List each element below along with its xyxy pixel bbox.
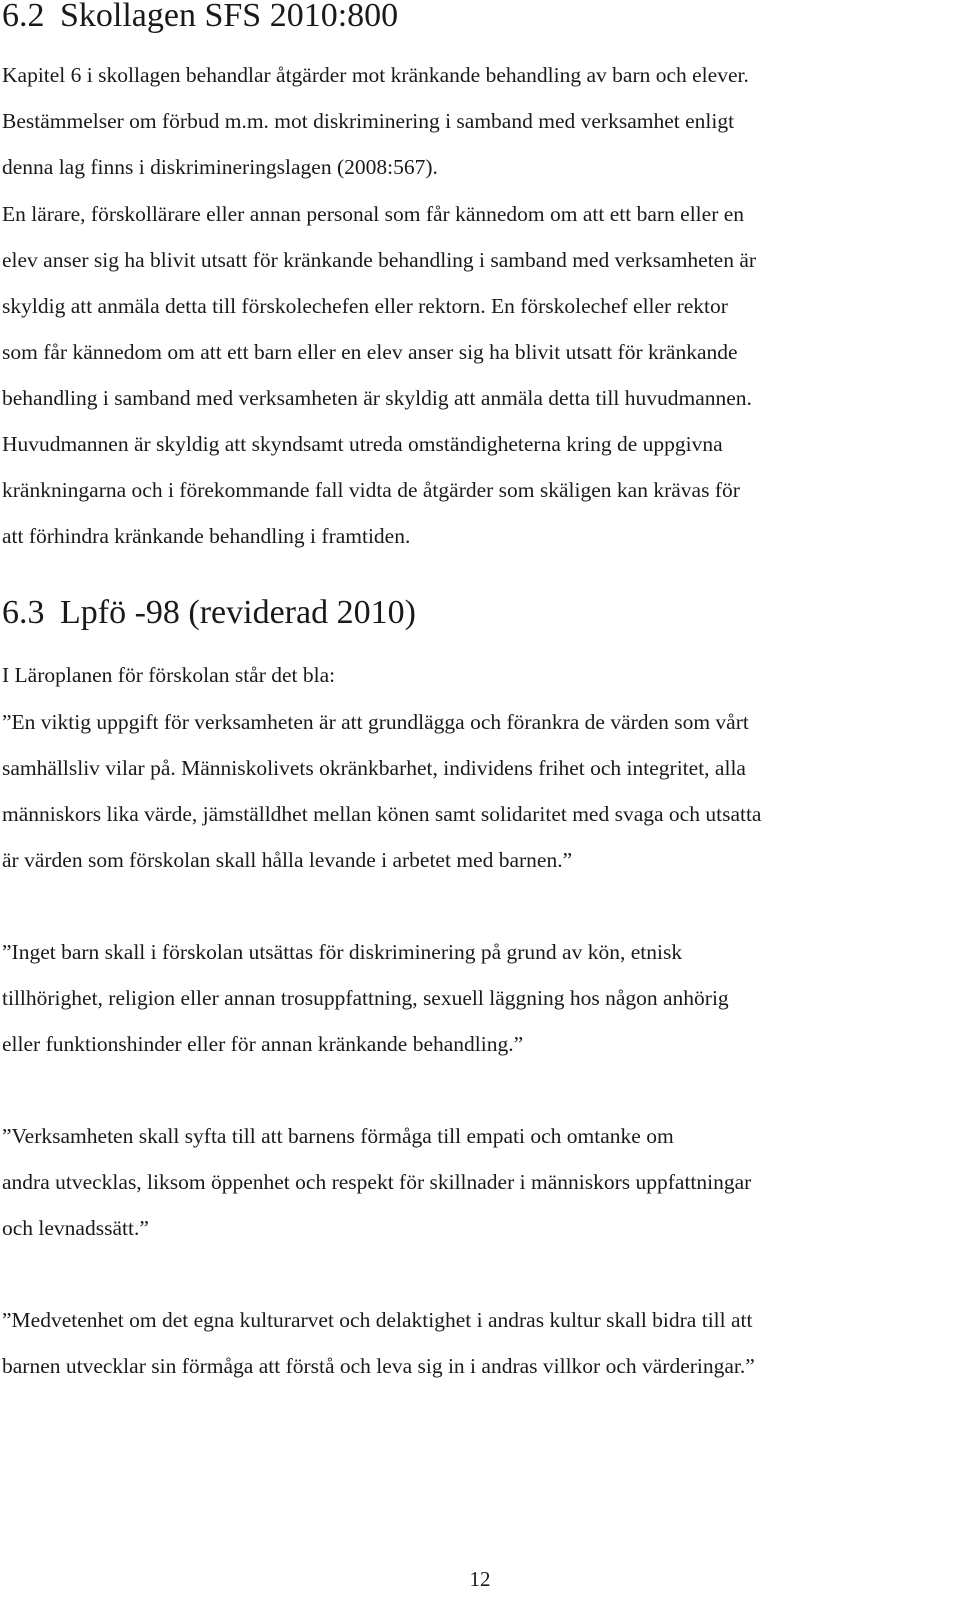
section-title: Skollagen SFS 2010:800	[60, 0, 399, 34]
paragraph-line: som får kännedom om att ett barn eller en elev anser sig ha blivit utsatt för kränkande	[2, 340, 738, 364]
quote-line: ”En viktig uppgift för verksamheten är att grundlägga och förankra de värden som vårt	[2, 710, 749, 734]
intro-line: I Läroplanen för förskolan står det bla:	[2, 663, 336, 687]
quote-line: barnen utvecklar sin förmåga att förstå och leva sig in i andras villkor och värderingar.”	[2, 1354, 755, 1378]
quote-line: ”Medvetenhet om det egna kulturarvet och delaktighet i andras kultur skall bidra till att	[2, 1308, 753, 1332]
paragraph-line: kränkningarna och i förekommande fall vidta de åtgärder som skäligen kan krävas för	[2, 478, 740, 502]
paragraph-line: Huvudmannen är skyldig att skyndsamt utreda omständigheterna kring de uppgivna	[2, 432, 723, 456]
quote-line: ”Inget barn skall i förskolan utsättas för diskriminering på grund av kön, etnisk	[2, 940, 683, 964]
section-heading-6-2	[2, 0, 398, 36]
page-number: 12	[469, 1567, 491, 1591]
quote-line: eller funktionshinder eller för annan kränkande behandling.”	[2, 1032, 524, 1056]
quote-line: tillhörighet, religion eller annan trosuppfattning, sexuell läggning hos någon anhörig	[2, 986, 729, 1010]
section-number: 6.3	[2, 594, 45, 631]
paragraph-line: denna lag finns i diskrimineringslagen (2008:567).	[2, 155, 438, 179]
quote-line: och levnadssätt.”	[2, 1216, 149, 1240]
paragraph-line: Bestämmelser om förbud m.m. mot diskriminering i samband med verksamhet enligt	[2, 109, 735, 133]
quote-line: andra utvecklas, liksom öppenhet och respekt för skillnader i människors uppfattningar	[2, 1170, 752, 1194]
quote-line: är värden som förskolan skall hålla levande i arbetet med barnen.”	[2, 848, 573, 872]
section-title: Lpfö -98 (reviderad 2010)	[60, 594, 416, 631]
paragraph-line: elev anser sig ha blivit utsatt för kränkande behandling i samband med verksamheten är	[2, 248, 757, 272]
paragraph-line: Kapitel 6 i skollagen behandlar åtgärder mot kränkande behandling av barn och elever.	[2, 63, 749, 87]
paragraph-line: behandling i samband med verksamheten är skyldig att anmäla detta till huvudmannen.	[2, 386, 752, 410]
section-number: 6.2	[2, 0, 45, 34]
paragraph-line: skyldig att anmäla detta till förskolechefen eller rektorn. En förskolechef eller rektor	[2, 294, 728, 318]
paragraph-line: att förhindra kränkande behandling i framtiden.	[2, 524, 411, 548]
paragraph-line: En lärare, förskollärare eller annan personal som får kännedom om att ett barn eller en	[2, 202, 745, 226]
quote-line: ”Verksamheten skall syfta till att barnens förmåga till empati och omtanke om	[2, 1124, 674, 1148]
section-heading-6-3	[2, 593, 416, 633]
quote-line: människors lika värde, jämställdhet mellan könen samt solidaritet med svaga och utsatta	[2, 802, 762, 826]
quote-line: samhällsliv vilar på. Människolivets okränkbarhet, individens frihet och integritet, alla	[2, 756, 746, 780]
